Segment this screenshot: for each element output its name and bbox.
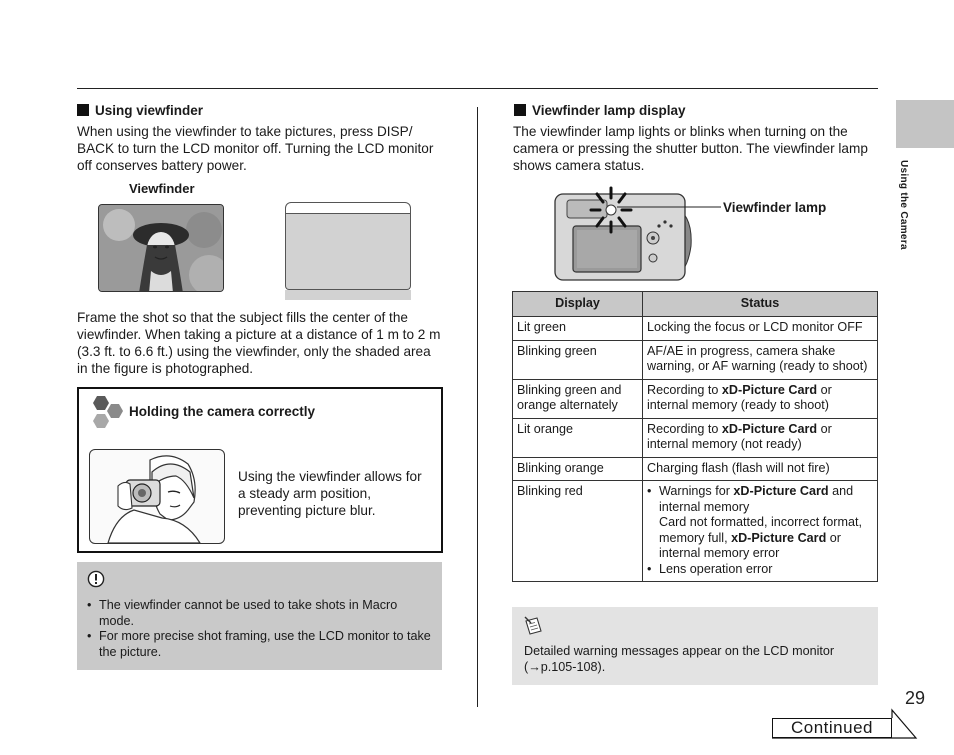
- viewfinder-lamp-heading: Viewfinder lamp display: [514, 103, 686, 118]
- status-bullet-list: [647, 484, 873, 577]
- display-cell: Blinking orange: [513, 457, 643, 481]
- continued-label: Continued: [772, 718, 892, 738]
- table-row: [513, 340, 878, 379]
- section-tab: [896, 100, 954, 148]
- viewfinder-figure-label: Viewfinder: [129, 181, 195, 196]
- table-row: [513, 457, 878, 481]
- square-bullet-icon: [514, 104, 526, 116]
- caution-list: [87, 598, 432, 660]
- display-cell: Blinking green: [513, 340, 643, 379]
- continued-marker: [770, 708, 918, 740]
- hexagon-tip-icon: [87, 394, 125, 430]
- table-header-status: Status: [643, 292, 878, 317]
- holding-camera-title: Holding the camera correctly: [129, 404, 316, 419]
- display-cell: Lit green: [513, 317, 643, 341]
- square-bullet-icon: [77, 104, 89, 116]
- holding-camera-text: Using the viewfinder allows for a steady arm position, preventing picture blur.: [238, 469, 422, 518]
- portrait-image: [99, 205, 224, 292]
- status-cell: Charging flash (flash will not fire): [643, 457, 878, 481]
- table-row: [513, 481, 878, 582]
- viewfinder-photo-illustration: [98, 204, 224, 292]
- viewfinder-top-margin: [285, 202, 411, 214]
- page-number: 29: [905, 688, 926, 708]
- framing-text: Frame the shot so that the subject fills the center of the viewfinder. When taking a picture at a distance of 1 m to 2 m (3.3 ft. to 6.6 ft.) using the viewfinder, only the shaded area in the figure is photographed.: [77, 310, 441, 376]
- status-cell: [643, 481, 878, 582]
- exclamation-icon: [87, 570, 105, 588]
- display-cell: Blinking green and orange alternately: [513, 379, 643, 418]
- section-side-label: Using the Camera: [898, 160, 909, 250]
- shaded-area-bottom: [285, 290, 411, 300]
- status-cell: AF/AE in progress, camera shake warning, or AF warning (ready to shoot): [643, 340, 878, 379]
- note-text: Detailed warning messages appear on the LCD monitor (→p.105-108).: [524, 644, 835, 674]
- using-viewfinder-heading: Using viewfinder: [77, 103, 203, 118]
- display-cell: Blinking red: [513, 481, 643, 582]
- lamp-intro: The viewfinder lamp lights or blinks when turning on the camera or pressing the shutter button. The viewfinder lamp shows camera status.: [513, 124, 868, 173]
- viewfinder-lamp-label: Viewfinder lamp: [723, 200, 827, 215]
- table-row: [513, 418, 878, 457]
- memo-icon: [523, 615, 545, 637]
- column-divider: [477, 107, 478, 707]
- camera-back-illustration: [553, 186, 723, 284]
- holding-camera-illustration: [89, 449, 225, 544]
- status-cell: Locking the focus or LCD monitor OFF: [643, 317, 878, 341]
- table-header-row: [513, 292, 878, 317]
- status-bullet: • Lens operation error: [647, 562, 873, 578]
- shaded-area: [285, 214, 411, 290]
- status-cell: Recording to xD-Picture Card or internal memory (ready to shoot): [643, 379, 878, 418]
- caution-item: • The viewfinder cannot be used to take shots in Macro mode.: [87, 598, 432, 629]
- lamp-status-table: [512, 291, 878, 582]
- table-row: [513, 379, 878, 418]
- status-bullet: • Warnings for xD-Picture Card and internal memory Card not formatted, incorrect format, memory full, xD-Picture Card or internal memory error: [647, 484, 873, 562]
- top-rule: [77, 88, 878, 89]
- viewfinder-intro: When using the viewfinder to take pictures, press DISP/ BACK to turn the LCD monitor off. Turning the LCD monitor off conserves battery power.: [77, 124, 434, 173]
- caution-item: • For more precise shot framing, use the LCD monitor to take the picture.: [87, 629, 432, 660]
- viewfinder-shaded-area-illustration: [285, 202, 411, 300]
- status-cell: Recording to xD-Picture Card or internal memory (not ready): [643, 418, 878, 457]
- table-header-display: Display: [513, 292, 643, 317]
- table-row: [513, 317, 878, 341]
- display-cell: Lit orange: [513, 418, 643, 457]
